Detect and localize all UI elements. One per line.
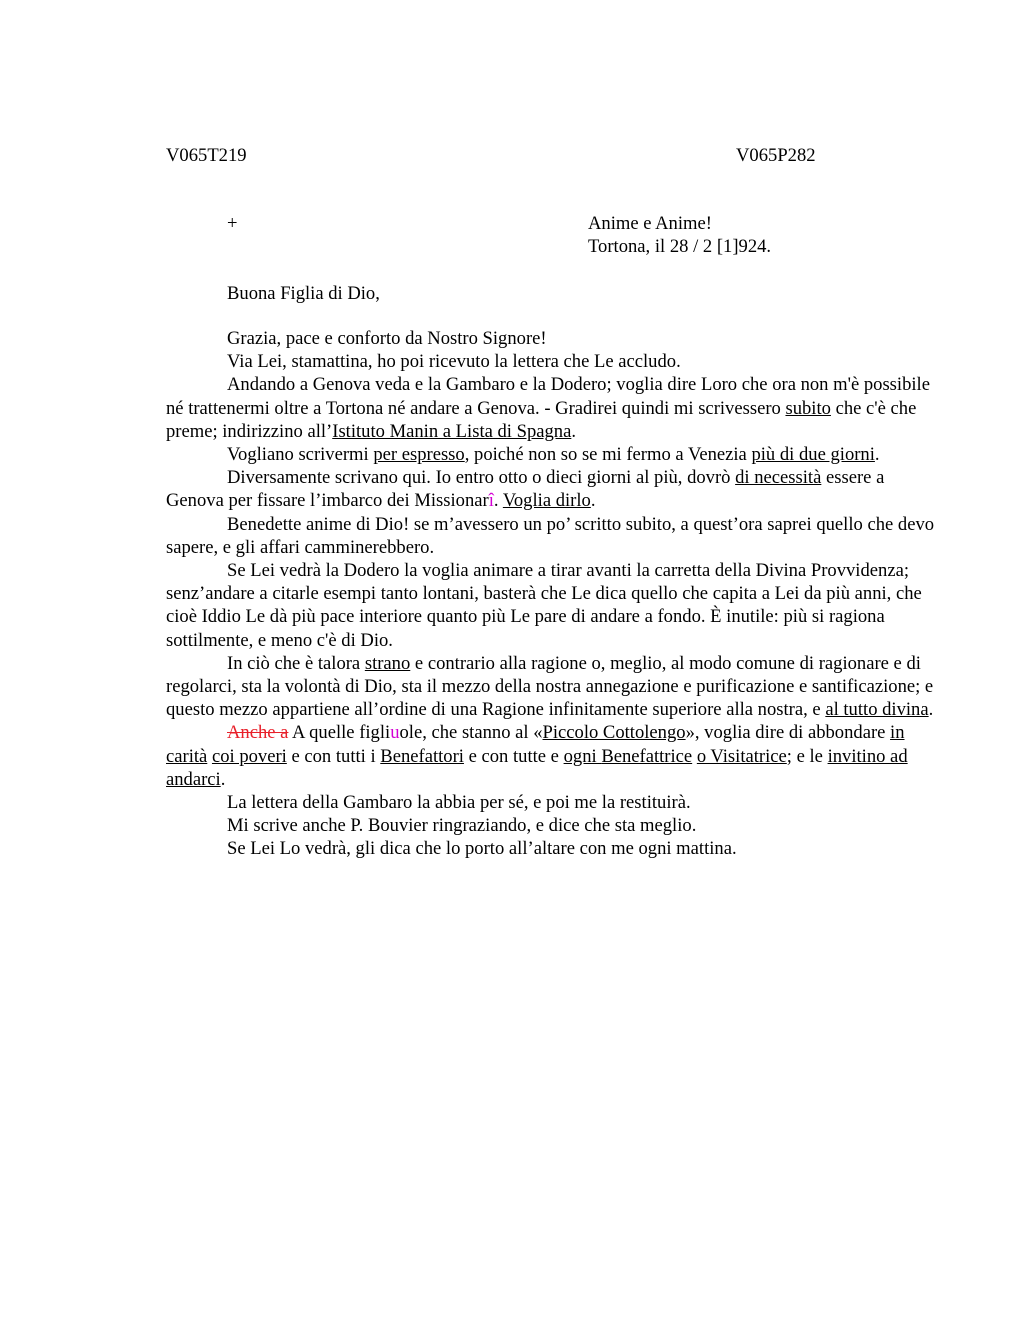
paragraph-8 [166, 652, 936, 722]
editorial-insertion: î [488, 490, 494, 512]
underlined-text: Istituto Manin a Lista di Spagna [332, 420, 572, 442]
text-run: Via Lei, stamattina, ho poi ricevuto la lettera che Le accludo. [227, 351, 681, 373]
underlined-text: coi poveri [211, 745, 287, 767]
text-run: . [874, 444, 880, 466]
underlined-text: Benefattori [380, 745, 464, 767]
text-run: Mi scrive anche P. Bouvier ringraziando, e dice che sta meglio. [227, 815, 697, 837]
underlined-text: più di due giorni [751, 444, 875, 466]
volume-code-left: V065T219 [166, 145, 247, 166]
underlined-text: strano [364, 652, 411, 674]
text-run: . [493, 490, 503, 512]
paragraph-5 [166, 466, 936, 512]
text-run: e contrario alla ragione o, meglio, al modo comune di ragionare e di regolarci, sta la volontà di Dio, sta il mezzo della nostra annegazione e purificazione e santificazione; e questo mezzo appartiene all’ordine di una Ragione infinitamente superiore alla nostra, e [166, 652, 934, 721]
text-run: », voglia dire di abbondare [685, 722, 891, 744]
text-run: Benedette anime di Dio! se m’avessero un po’ scritto subito, a quest’ora saprei quello che devo sapere, e gli affari camminerebbero. [166, 513, 935, 558]
underlined-text: invitino ad andarci [166, 745, 908, 790]
underlined-text: Benefattrice [601, 745, 693, 767]
underlined-text: o Visitatrice [696, 745, 787, 767]
text-run: A quelle figli [288, 722, 391, 744]
text-run: Andando a Genova veda e la Gambaro e la Dodero; voglia dire Loro che ora non m'è possibile né trattenermi oltre a Tortona né andare a Genova. - Gradirei quindi mi scrivessero [166, 374, 930, 419]
underlined-text: Voglia dirlo [502, 490, 591, 512]
paragraph-9 [166, 721, 936, 791]
text-run: , poiché non so se mi fermo a Venezia [464, 444, 752, 466]
text-run: . [590, 490, 596, 512]
deleted-text: Anche a [227, 722, 289, 744]
text-run: ole, che stanno al « [399, 722, 543, 744]
underlined-text: per espresso [373, 444, 465, 466]
underlined-text: Piccolo Cottolengo [542, 722, 686, 744]
underlined-text: al tutto divina [825, 699, 929, 721]
paragraph-11 [166, 814, 936, 837]
paragraph-7 [166, 559, 936, 652]
text-run: La lettera della Gambaro la abbia per sé, e poi me la restituirà. [227, 792, 691, 814]
letter-body [166, 327, 936, 861]
editorial-insertion: u [390, 722, 400, 744]
paragraph-2 [166, 350, 936, 373]
text-run: . [928, 699, 934, 721]
cross-symbol: + [227, 213, 238, 234]
underlined-text: di necessità [735, 467, 822, 489]
text-run: Se Lei Lo vedrà, gli dica che lo porto all’altare con me ogni mattina. [227, 838, 737, 860]
text-run: che c'è che preme; indirizzino all’ [166, 397, 917, 442]
text-run: Se Lei vedrà la Dodero la voglia animare a tirar avanti la carretta della Divina Provvidenza; senz’andare a citarle esempi tanto lontani, basterà che Le dica quello che capita a Lei da più anni, che cioè Iddio Le dà più pace interiore quanto più Le pare di andare a fondo. È inutile: più si ragiona sottilmente, e meno c'è di Dio. [166, 560, 922, 651]
underlined-text: subito [785, 397, 831, 419]
motto: Anime e Anime! [588, 213, 712, 234]
place-date: Tortona, il 28 / 2 [1]924. [588, 236, 772, 258]
paragraph-3 [166, 373, 936, 443]
text-run: Diversamente scrivano qui. Io entro otto o dieci giorni al più, dovrò [227, 467, 736, 489]
text-run: essere a Genova per fissare l’imbarco dei Missionar [166, 467, 885, 512]
text-run: e con tutte e [463, 745, 564, 767]
text-run: . [571, 420, 577, 442]
letter-heading [588, 212, 771, 258]
text-run: . [220, 768, 226, 790]
text-run: In ciò che è talora [227, 652, 365, 674]
paragraph-12 [166, 837, 936, 860]
paragraph-10 [166, 791, 936, 814]
volume-code-right: V065P282 [736, 145, 816, 166]
text-run: Vogliano scrivermi [227, 444, 374, 466]
paragraph-1 [166, 327, 936, 350]
text-run: ; e le [786, 745, 828, 767]
text-run: e con tutti i [286, 745, 381, 767]
paragraph-4 [166, 443, 936, 466]
salutation: Buona Figlia di Dio, [227, 283, 380, 304]
paragraph-6 [166, 513, 936, 559]
underlined-text: ogni [563, 745, 602, 767]
text-run: Grazia, pace e conforto da Nostro Signore! [227, 328, 547, 349]
underlined-text: in carità [166, 722, 905, 767]
